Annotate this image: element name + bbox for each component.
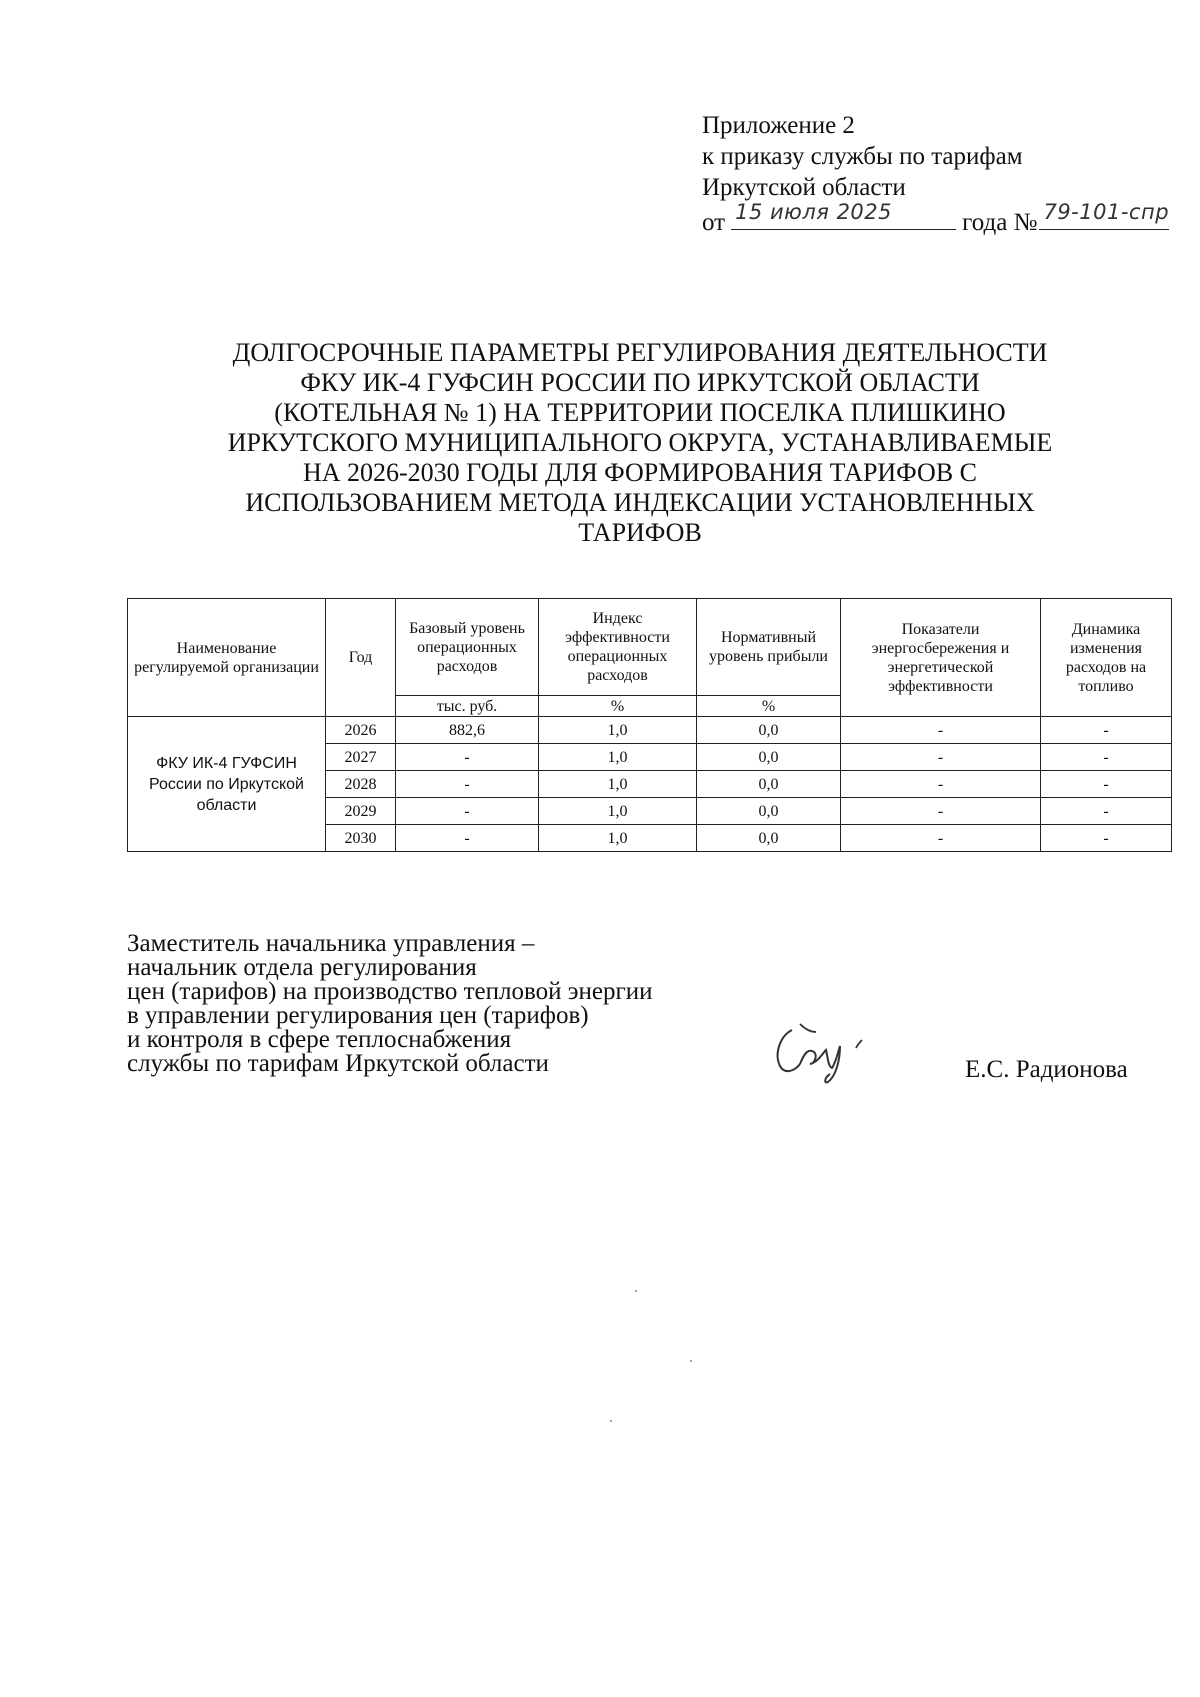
header-base-opex: Базовый уровень операционных расходов [396,599,539,696]
position-line: Заместитель начальника управления – [127,930,535,957]
table-header-row [128,599,1172,696]
title-line: НА 2026-2030 ГОДЫ ДЛЯ ФОРМИРОВАНИЯ ТАРИФОВ С [302,458,978,487]
scan-speck [610,1420,612,1422]
cell-efficiency-index: 1,0 [539,771,697,798]
title-line: ТАРИФОВ [578,518,702,547]
cell-efficiency-index: 1,0 [539,744,697,771]
position-line: цен (тарифов) на производство тепловой энергии [127,978,653,1005]
title-line: ДОЛГОСРОЧНЫЕ ПАРАМЕТРЫ РЕГУЛИРОВАНИЯ ДЕЯТЕЛЬНОСТИ [232,338,1048,367]
title-line: ИРКУТСКОГО МУНИЦИПАЛЬНОГО ОКРУГА, УСТАНАВЛИВАЕМЫЕ [227,428,1053,457]
unit-efficiency-index: % [539,696,697,717]
cell-fuel-dynamics: - [1041,744,1172,771]
document-title [200,338,1080,548]
cell-year: 2029 [326,798,396,825]
title-line: ИСПОЛЬЗОВАНИЕМ МЕТОДА ИНДЕКСАЦИИ УСТАНОВЛЕННЫХ [245,488,1035,517]
title-line: (КОТЕЛЬНАЯ № 1) НА ТЕРРИТОРИИ ПОСЕЛКА ПЛИШКИНО [274,398,1006,427]
cell-base-opex: - [396,771,539,798]
number-blank [1039,200,1170,230]
cell-year: 2028 [326,771,396,798]
cell-normative-profit: 0,0 [697,825,841,852]
cell-efficiency-index: 1,0 [539,798,697,825]
table-row [128,717,1172,744]
appendix-line-2: к приказу службы по тарифам [702,143,1023,170]
cell-normative-profit: 0,0 [697,744,841,771]
header-org: Наименование регулируемой организации [128,599,326,717]
header-year: Год [326,599,396,717]
handwritten-signature [770,1018,880,1088]
cell-energy-saving: - [841,717,1041,744]
position-line: и контроля в сфере теплоснабжения [127,1026,512,1053]
unit-base-opex: тыс. руб. [396,696,539,717]
position-line: начальник отдела регулирования [127,954,477,981]
cell-base-opex: 882,6 [396,717,539,744]
appendix-line-1: Приложение 2 [702,112,855,139]
signer-name: Е.С. Радионова [965,1056,1128,1083]
scan-speck [690,1360,692,1362]
cell-fuel-dynamics: - [1041,771,1172,798]
cell-base-opex: - [396,744,539,771]
position-line: службы по тарифам Иркутской области [127,1050,549,1077]
cell-energy-saving: - [841,771,1041,798]
title-line: ФКУ ИК-4 ГУФСИН РОССИИ ПО ИРКУТСКОЙ ОБЛАСТИ [300,368,980,397]
cell-normative-profit: 0,0 [697,798,841,825]
header-fuel-dynamics: Динамика изменения расходов на топливо [1041,599,1172,717]
cell-year: 2027 [326,744,396,771]
cell-normative-profit: 0,0 [697,717,841,744]
parameters-table [127,598,1172,852]
cell-fuel-dynamics: - [1041,717,1172,744]
cell-energy-saving: - [841,825,1041,852]
appendix-line-3: Иркутской области [702,174,906,201]
handwritten-date: 15 июля 2025 [735,200,893,224]
from-label: от [702,209,726,236]
cell-year: 2026 [326,717,396,744]
cell-fuel-dynamics: - [1041,798,1172,825]
position-line: в управлении регулирования цен (тарифов) [127,1002,589,1029]
org-name-cell: ФКУ ИК-4 ГУФСИН России по Иркутской области [128,717,326,852]
cell-year: 2030 [326,825,396,852]
cell-base-opex: - [396,825,539,852]
cell-energy-saving: - [841,744,1041,771]
header-normative-profit: Нормативный уровень прибыли [697,599,841,696]
cell-normative-profit: 0,0 [697,771,841,798]
handwritten-number: 79-101-спр [1043,200,1170,224]
header-energy-saving: Показатели энергосбережения и энергетической эффективности [841,599,1041,717]
unit-normative-profit: % [697,696,841,717]
cell-base-opex: - [396,798,539,825]
cell-efficiency-index: 1,0 [539,825,697,852]
signatory-position [127,932,652,1076]
cell-efficiency-index: 1,0 [539,717,697,744]
cell-fuel-dynamics: - [1041,825,1172,852]
year-label: года № [962,209,1038,236]
header-efficiency-index: Индекс эффективности операционных расходов [539,599,697,696]
appendix-date-line [702,200,1170,238]
scan-speck [635,1290,637,1292]
date-blank [731,200,956,230]
cell-energy-saving: - [841,798,1041,825]
appendix-header [702,110,1169,238]
